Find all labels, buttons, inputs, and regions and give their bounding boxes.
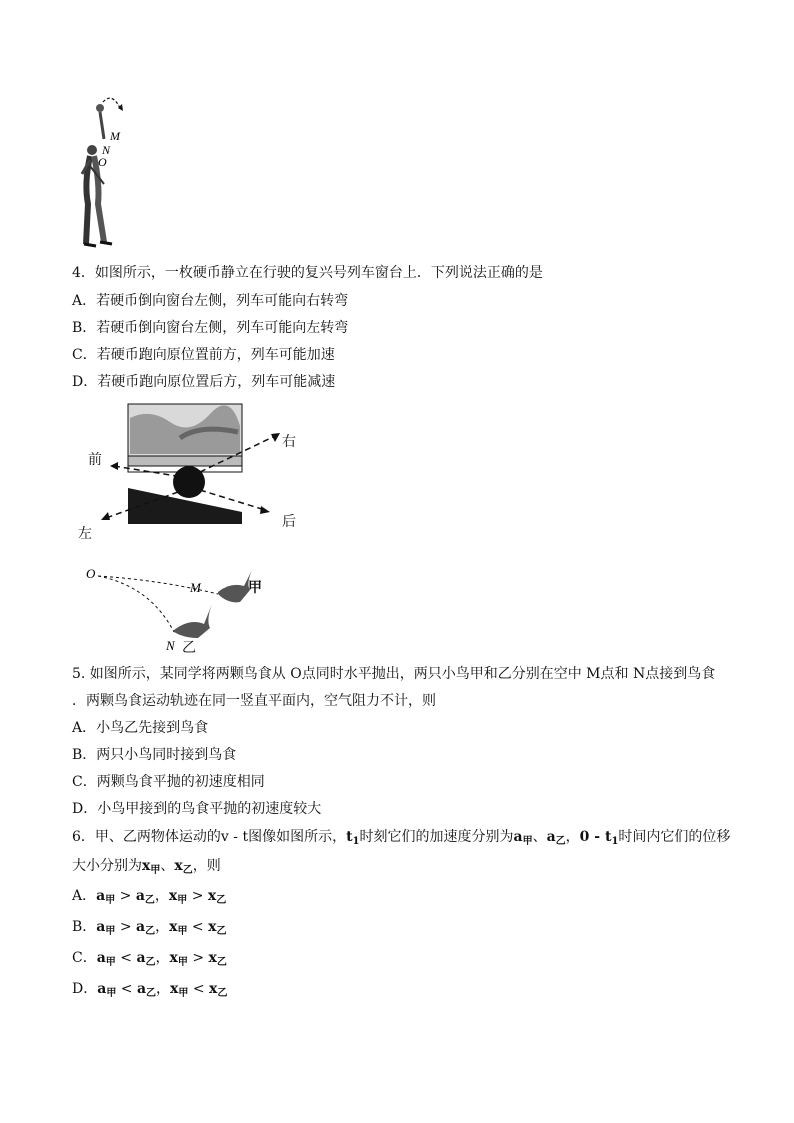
q5-option-c: C．两颗鸟食平抛的初速度相同 [72,774,265,790]
q5-stem-line2: ．两颗鸟食运动轨迹在同一竖直平面内，空气阻力不计，则 [72,693,436,709]
q5-option-b: B．两只小鸟同时接到鸟食 [72,747,237,763]
q4-stem: 4．如图所示，一枚硬币静立在行驶的复兴号列车窗台上．下列说法正确的是 [72,265,543,281]
q6-option-a: A．$a_甲 > a_乙$，$x_甲 > x_乙$ [72,888,227,906]
q5-option-a: A．小鸟乙先接到鸟食 [72,720,209,736]
label-right: 右 [282,434,296,450]
label-front: 前 [88,452,102,468]
label-m: M [190,580,201,595]
q5-stem-line1: 5. 如图所示，某同学将两颗鸟食从 O点同时水平抛出，两只小鸟甲和乙分别在空中 M点和 N点接到鸟食 [72,666,716,682]
q4-option-a: A．若硬币倒向窗台左侧，列车可能向右转弯 [72,293,349,309]
label-n: N [166,638,175,653]
q4-option-b: B．若硬币倒向窗台左侧，列车可能向左转弯 [72,320,349,336]
q6-option-c: C．$a_甲 < a_乙$，$x_甲 > x_乙$ [72,950,227,968]
label-left: 左 [78,526,92,542]
q4-option-d: D．若硬币跑向原位置后方，列车可能减速 [72,374,336,390]
q5-option-d: D．小鸟甲接到的鸟食平抛的初速度较大 [72,801,322,817]
label-yi: 乙 [182,640,196,656]
label-jia: 甲 [248,580,262,596]
bird-jia [218,570,252,602]
birds-figure [80,562,280,656]
throwing-figure [78,94,130,254]
coin [173,466,205,498]
label-n: N [102,143,111,157]
coin-window-figure [70,398,310,546]
label-back: 后 [282,514,296,530]
bird-yi [174,604,212,638]
label-o: O [86,566,96,581]
q6-option-b: B．$a_甲 > a_乙$，$x_甲 < x_乙$ [72,919,227,937]
q6-stem-line2: 大小分别为$x_甲$、$x_乙$，则 [72,858,221,876]
label-o: O [98,155,107,169]
q6-stem-line1: 6．甲、乙两物体运动的v - t图像如图所示，$t_1$时刻它们的加速度分别为$a_甲$、$a_乙$，$0 - t_1$时间内它们的位移 [72,829,731,847]
q6-option-d: D．$a_甲 < a_乙$，$x_甲 < x_乙$ [72,981,228,999]
q4-option-c: C．若硬币跑向原位置前方，列车可能加速 [72,347,335,363]
label-m: M [110,129,120,143]
